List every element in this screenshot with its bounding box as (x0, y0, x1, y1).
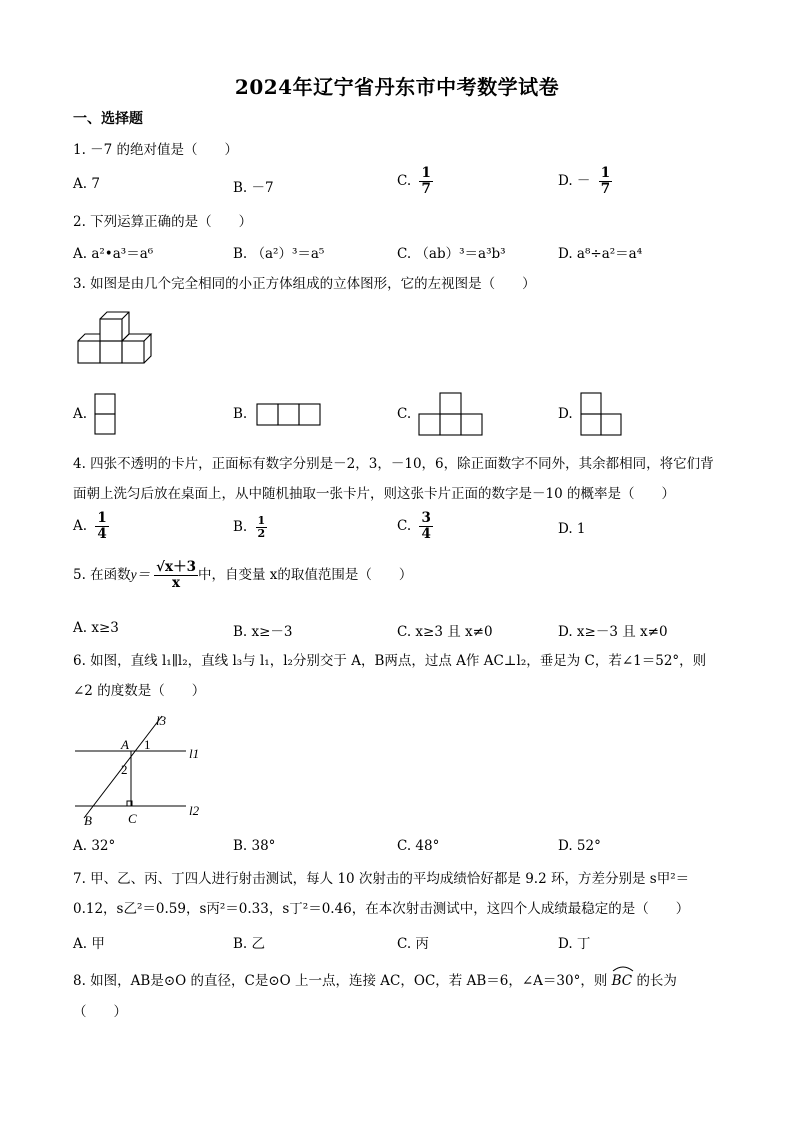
q4-option-c-fraction (419, 511, 432, 542)
fraction-denominator: 2 (257, 527, 266, 540)
label-b: B (84, 813, 92, 828)
q5-option-b: B. x≥－3 (233, 624, 293, 640)
q3-option-c: C. (397, 406, 412, 422)
q3-option-a-figure (94, 393, 118, 435)
q5-function-y: y＝ (130, 567, 151, 582)
section-heading: 一、选择题 (73, 111, 143, 127)
q5-stem-prefix: 5. 在函数 (73, 567, 131, 583)
fraction-numerator: 1 (257, 514, 266, 527)
fraction-denominator: 7 (600, 181, 611, 197)
fraction-denominator: 4 (97, 526, 107, 542)
q3-option-c-figure (418, 392, 484, 436)
label-l2: l2 (189, 803, 200, 818)
label-l1: l1 (189, 746, 200, 761)
q5-option-d: D. x≥－3 且 x≠0 (558, 624, 668, 640)
fraction-denominator: 7 (421, 181, 431, 197)
q7-option-b: B. 乙 (233, 936, 266, 952)
q7-option-d: D. 丁 (558, 936, 591, 952)
q1-option-c (397, 166, 433, 197)
q1-option-d-fraction (599, 166, 612, 197)
label-angle-2: 2 (121, 762, 128, 777)
arc-icon (612, 964, 634, 972)
q5-option-c: C. x≥3 且 x≠0 (397, 624, 493, 640)
q3-option-d-figure (580, 392, 624, 436)
q5-option-a: A. x≥3 (73, 620, 119, 636)
question-3-stem: 3. 如图是由几个完全相同的小正方体组成的立体图形，它的左视图是（ ） (73, 276, 536, 292)
label-c: C (128, 811, 137, 826)
question-7-stem: 7. 甲、乙、丙、丁四人进行射击测试，每人 10 次射击的平均成绩恰好都是 9.2 环，方差分别是 s甲²＝0.12，s乙²＝0.59，s丙²＝0.33，s丁²＝0.46，在本次射击测试中，这四个人成绩最稳定的是（ ） (73, 871, 690, 917)
q6-option-a: A. 32° (73, 838, 116, 854)
q1-option-a: A. 7 (73, 176, 100, 192)
q1-option-d-label: D. － (558, 173, 591, 189)
q4-option-a-label: A. (73, 518, 88, 534)
q8-arc-label: BC (611, 973, 633, 989)
page-title: 2024年辽宁省丹东市中考数学试卷 (234, 75, 560, 99)
q6-option-b: B. 38° (233, 838, 276, 854)
q3-option-b-figure (256, 403, 322, 427)
q3-option-d: D. (558, 406, 573, 422)
fraction-numerator: 3 (421, 510, 431, 526)
q3-option-a: A. (73, 406, 88, 422)
q4-option-b-fraction (256, 515, 268, 540)
q8-stem-prefix: 8. 如图，AB是⊙O 的直径，C是⊙O 上一点，连接 AC，OC，若 AB＝6，∠A＝30°，则 (73, 973, 608, 989)
q5-function-numerator: √x＋3 (156, 559, 196, 575)
q4-option-d: D. 1 (558, 521, 586, 537)
q2-option-a: A. a²•a³＝a⁶ (73, 246, 154, 262)
q2-option-d: D. a⁸÷a²＝a⁴ (558, 246, 643, 262)
question-1-stem: 1. －7 的绝对值是（ ） (73, 142, 239, 158)
fraction-denominator: 4 (421, 526, 431, 542)
q4-option-b (233, 515, 267, 540)
q3-option-b: B. (233, 406, 248, 422)
q4-option-b-label: B. (233, 519, 248, 535)
q3-solid-figure (76, 308, 160, 368)
q4-option-c-label: C. (397, 518, 412, 534)
q4-option-a (73, 511, 109, 542)
q8-stem-suffix: 的长为 (636, 973, 677, 989)
question-5-stem (73, 560, 412, 591)
q7-option-a: A. 甲 (73, 936, 105, 952)
q1-option-c-label: C. (397, 173, 412, 189)
q5-function-denominator: x (172, 575, 181, 591)
q4-option-a-fraction (95, 511, 108, 542)
q5-function-fraction (154, 560, 198, 591)
q1-option-c-fraction (419, 166, 432, 197)
q4-option-c (397, 511, 433, 542)
label-angle-1: 1 (144, 737, 151, 752)
q2-option-c: C. （ab）³＝a³b³ (397, 246, 506, 262)
question-8-stem (73, 966, 677, 992)
q1-option-d (558, 166, 612, 197)
q6-option-d: D. 52° (558, 838, 601, 854)
question-4-stem: 4. 四张不透明的卡片，正面标有数字分别是－2，3，－10，6，除正面数字不同外，其余都相同，将它们背面朝上洗匀后放在桌面上，从中随机抽取一张卡片，则这张卡片正面的数字是－10 的概率是（ ） (73, 456, 714, 502)
fraction-numerator: 1 (600, 165, 611, 181)
question-2-stem: 2. 下列运算正确的是（ ） (73, 214, 253, 230)
label-a: A (121, 737, 129, 752)
q1-option-b: B. －7 (233, 180, 274, 196)
fraction-numerator: 1 (97, 510, 107, 526)
q2-option-b: B. （a²）³＝a⁵ (233, 246, 325, 262)
label-l3: l3 (156, 713, 167, 728)
q8-arc-bc (612, 966, 633, 992)
q5-stem-suffix: 中，自变量 x的取值范围是（ ） (198, 567, 413, 583)
question-6-stem: 6. 如图，直线 l₁∥l₂，直线 l₃与 l₁，l₂分别交于 A，B两点，过点 A作 AC⊥l₂，垂足为 C，若∠1＝52°，则∠2 的度数是（ ） (73, 653, 707, 699)
fraction-numerator: 1 (421, 165, 431, 181)
q6-option-c: C. 48° (397, 838, 440, 854)
q7-option-c: C. 丙 (397, 936, 429, 952)
q6-figure (70, 706, 210, 830)
question-8-stem-line2: （ ） (73, 1004, 127, 1020)
